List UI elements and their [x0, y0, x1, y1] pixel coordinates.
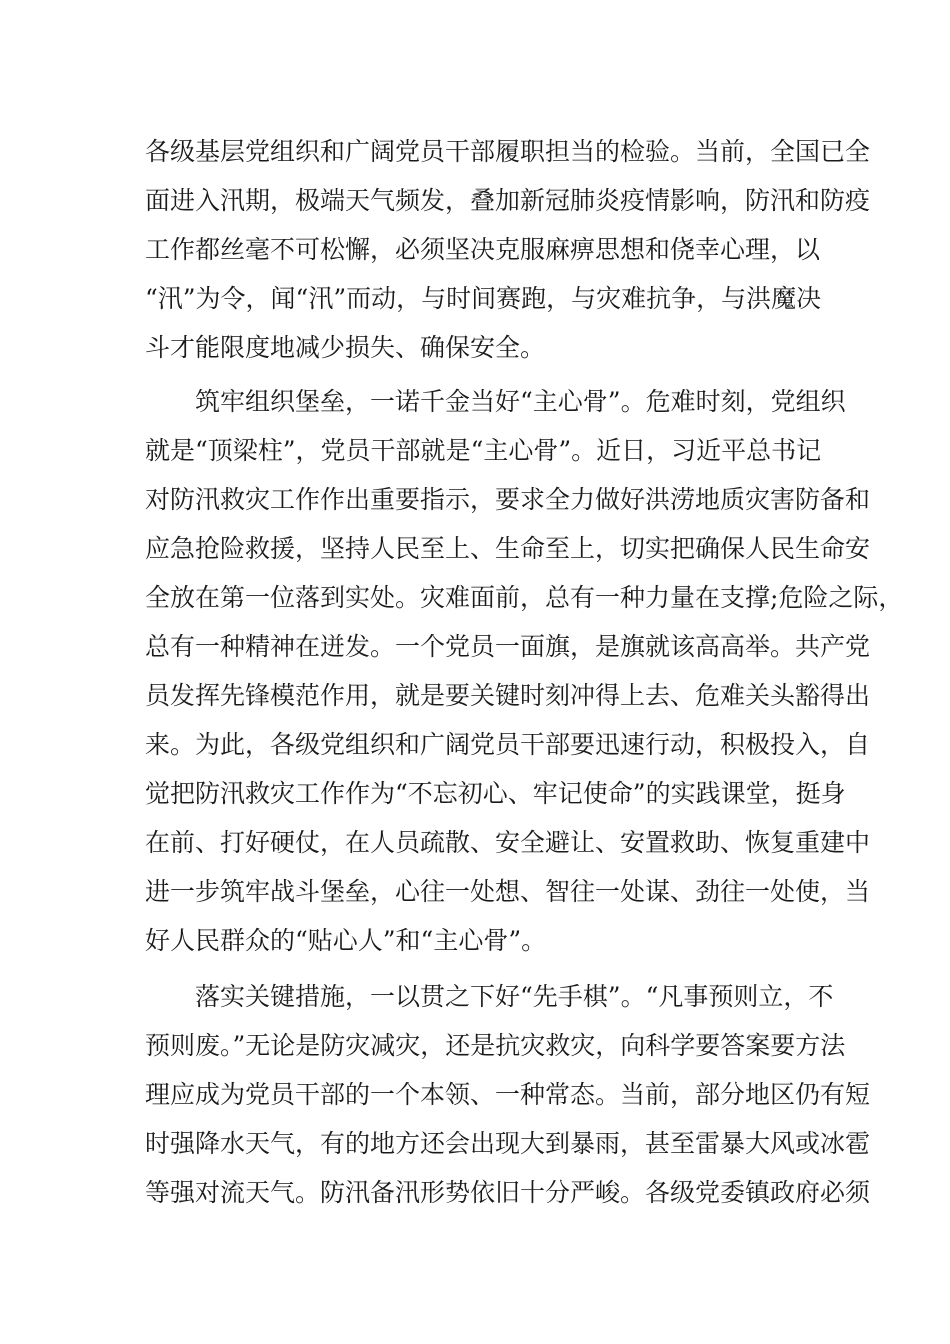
text-line: 觉把防汛救灾工作作为“不忘初心、牢记使命”的实践课堂，挺身	[145, 779, 846, 808]
text-line: 员发挥先锋模范作用，就是要关键时刻冲得上去、危难关头豁得出	[145, 681, 871, 710]
text-line: 进一步筑牢战斗堡垒，心往一处想、智往一处谋、劲往一处使，当	[145, 877, 871, 906]
text-line: 理应成为党员干部的一个本领、一种常态。当前，部分地区仍有短	[145, 1080, 871, 1109]
paragraph-first-line: 落实关键措施，一以贯之下好“先手棋”。“凡事预则立，不	[195, 982, 834, 1011]
text-line: 总有一种精神在迸发。一个党员一面旗，是旗就该高高举。共产党	[145, 632, 871, 661]
text-line: 斗才能限度地减少损失、确保安全。	[145, 333, 546, 362]
text-line: 面进入汛期，极端天气频发，叠加新冠肺炎疫情影响，防汛和防疫	[145, 186, 871, 215]
text-line: 来。为此，各级党组织和广阔党员干部要迅速行动，积极投入，自	[145, 730, 871, 759]
text-line: 工作都丝毫不可松懈，必须坚决克服麻痹思想和侥幸心理，以	[145, 235, 821, 264]
text-line: 应急抢险救援，坚持人民至上、生命至上，切实把确保人民生命安	[145, 534, 871, 563]
text-line: 各级基层党组织和广阔党员干部履职担当的检验。当前，全国已全	[145, 137, 871, 166]
text-line: 对防汛救灾工作作出重要指示，要求全力做好洪涝地质灾害防备和	[145, 485, 871, 514]
text-line: 等强对流天气。防汛备汛形势依旧十分严峻。各级党委镇政府必须	[145, 1178, 871, 1207]
text-line: 好人民群众的“贴心人”和“主心骨”。	[145, 926, 547, 955]
paragraph-first-line: 筑牢组织堡垒，一诺千金当好“主心骨”。危难时刻，党组织	[195, 387, 846, 416]
text-line: 在前、打好硬仗，在人员疏散、安全避让、安置救助、恢复重建中	[145, 828, 871, 857]
text-line: 预则废。”无论是防灾减灾，还是抗灾救灾，向科学要答案要方法	[145, 1031, 846, 1060]
text-line: 时强降水天气，有的地方还会出现大到暴雨，甚至雷暴大风或冰雹	[145, 1129, 871, 1158]
text-line: 全放在第一位落到实处。灾难面前，总有一种力量在支撑;危险之际，	[145, 583, 904, 612]
text-line: “汛”为令，闻“汛”而动，与时间赛跑，与灾难抗争，与洪魔决	[145, 284, 822, 313]
text-line: 就是“顶梁柱”，党员干部就是“主心骨”。近日，习近平总书记	[145, 436, 822, 465]
